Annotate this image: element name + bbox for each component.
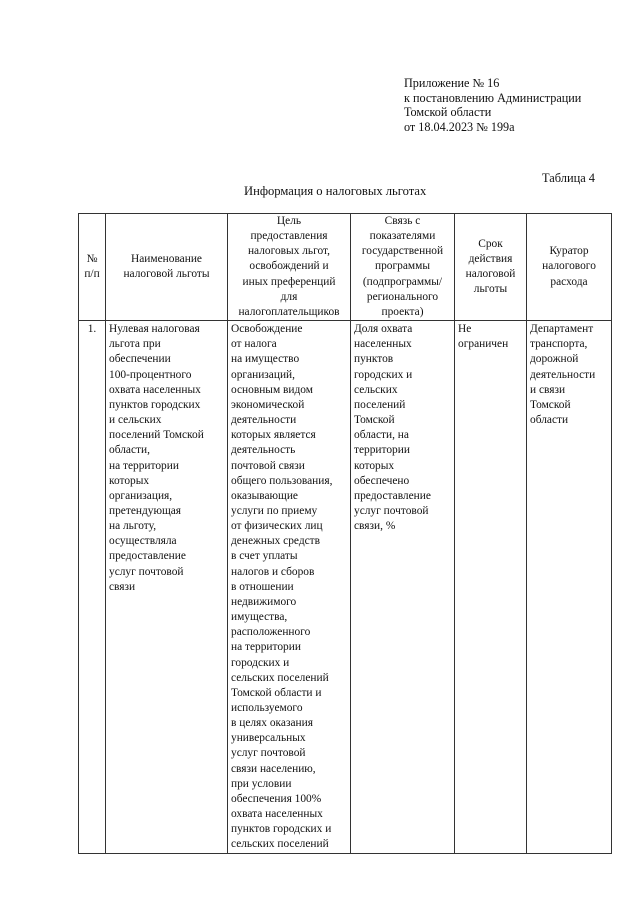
cell-link-line: которых <box>354 459 395 472</box>
cell-link-line: области, на <box>354 429 409 442</box>
cell-goal-line: организаций, <box>231 368 295 381</box>
cell-name-line: и сельских <box>109 414 162 427</box>
cell-name-line: услуг почтовой <box>109 565 184 578</box>
table-header-row <box>79 214 612 321</box>
cell-goal-line: которых является <box>231 429 316 442</box>
table-label: Таблица 4 <box>542 171 595 185</box>
cell-goal-line: услуг почтовой <box>231 747 306 760</box>
column-header-line: № <box>86 252 98 265</box>
cell-link-line: территории <box>354 444 410 457</box>
cell-name-line: связи <box>109 580 136 593</box>
cell-curator-line: Томской <box>530 398 571 411</box>
cell-goal-line: расположенного <box>231 626 311 639</box>
cell-goal-line: на территории <box>231 641 301 654</box>
column-header-line: Наименование <box>131 252 202 265</box>
cell-goal-line: услуги по приему <box>231 504 318 517</box>
column-header-line: программы <box>375 260 430 273</box>
cell-goal-line: общего пользования, <box>231 474 333 487</box>
cell-goal-line: деятельность <box>231 444 296 457</box>
column-header-line: налогоплательщиков <box>238 305 340 318</box>
table-row <box>79 321 612 853</box>
cell-curator-line: Департамент <box>530 323 594 336</box>
cell-goal-line: на имущество <box>231 353 300 366</box>
column-header-line: освобождений и <box>249 260 329 273</box>
cell-goal-line: сельских поселений <box>231 838 329 851</box>
column-header-line: налоговой льготы <box>123 268 210 281</box>
cell-link-line: поселений <box>354 398 406 411</box>
column-header-link <box>351 214 455 321</box>
cell-goal-line: пунктов городских и <box>231 823 332 836</box>
cell-term <box>455 321 527 853</box>
cell-goal-line: от налога <box>231 338 277 351</box>
cell-goal-line: обеспечения 100% <box>231 792 322 805</box>
cell-link-line: предоставление <box>354 489 431 502</box>
cell-goal-line: экономической <box>231 398 305 411</box>
column-header-goal <box>228 214 351 321</box>
appendix-header <box>404 76 581 134</box>
cell-goal-line: Освобождение <box>231 323 303 336</box>
appendix-line: от 18.04.2023 № 199а <box>404 119 515 134</box>
cell-name <box>106 321 228 853</box>
column-header-line: налоговой <box>465 268 516 281</box>
cell-goal-line: недвижимого <box>231 595 297 608</box>
cell-curator-line: области <box>530 414 569 427</box>
cell-term-line: Не <box>458 323 472 336</box>
cell-goal-line: денежных средств <box>231 535 321 548</box>
cell-goal-line: почтовой связи <box>231 459 305 472</box>
cell-name-line: претендующая <box>109 504 182 517</box>
column-header-line: п/п <box>84 268 100 281</box>
cell-goal-line: универсальных <box>231 732 306 745</box>
column-header-line: для <box>280 290 298 303</box>
cell-name-line: на территории <box>109 459 179 472</box>
cell-name-line: Нулевая налоговая <box>109 323 200 336</box>
cell-goal-line: в счет уплаты <box>231 550 298 563</box>
cell-curator-line: деятельности <box>530 368 596 381</box>
cell-goal-line: связи населению, <box>231 762 316 775</box>
column-header-line: Цель <box>276 215 302 227</box>
cell-name-line: предоставление <box>109 550 186 563</box>
cell-goal <box>228 321 351 853</box>
cell-link-line: сельских <box>354 383 398 396</box>
cell-term-line: ограничен <box>458 338 509 351</box>
column-header-name <box>106 214 228 321</box>
column-header-line: расхода <box>550 275 588 288</box>
column-header-term <box>455 214 527 321</box>
cell-link-line: Доля охвата <box>354 323 413 336</box>
cell-name-line: на льготу, <box>109 520 157 533</box>
cell-name-line: охвата населенных <box>109 383 201 396</box>
page-title: Информация о налоговых льготах <box>244 184 427 198</box>
cell-name-line: поселений Томской <box>109 429 204 442</box>
cell-name-line: пунктов городских <box>109 398 201 411</box>
cell-link-line: услуг почтовой <box>354 504 429 517</box>
column-header-line: показателями <box>369 230 436 243</box>
cell-name-line: организация, <box>109 489 173 502</box>
cell-link <box>351 321 455 853</box>
cell-goal-line: от физических лиц <box>231 520 323 533</box>
cell-goal-line: сельских поселений <box>231 671 329 684</box>
cell-goal-line: Томской области и <box>231 686 322 699</box>
cell-link-line: пунктов <box>354 353 394 366</box>
cell-name-line: области, <box>109 444 150 457</box>
cell-link-line: связи, % <box>354 520 396 533</box>
column-header-line: регионального <box>366 290 439 303</box>
cell-goal-line: оказывающие <box>231 489 298 502</box>
column-header-line: льготы <box>473 283 508 296</box>
cell-link-line: обеспечено <box>354 474 410 487</box>
column-header-line: иных преференций <box>242 275 336 288</box>
appendix-line: Томской области <box>404 105 492 120</box>
column-header-line: (подпрограммы/ <box>362 275 443 288</box>
cell-curator-line: транспорта, <box>530 338 588 351</box>
column-header-line: налогового <box>542 260 596 273</box>
cell-name-line: льгота при <box>109 338 161 351</box>
column-header-line: предоставления <box>250 230 328 243</box>
appendix-line: Приложение № 16 <box>404 76 500 90</box>
cell-goal-line: используемого <box>231 702 303 714</box>
cell-name-line: осуществляла <box>109 535 177 548</box>
cell-goal-line: деятельности <box>231 414 297 427</box>
cell-goal-line: охвата населенных <box>231 808 323 821</box>
cell-link-line: Томской <box>354 414 395 427</box>
cell-curator-line: дорожной <box>530 353 579 366</box>
column-header-line: государственной <box>361 245 444 258</box>
cell-goal-line: в отношении <box>231 580 294 593</box>
cell-goal-line: при условии <box>231 777 292 790</box>
cell-goal-line: имущества, <box>231 611 288 624</box>
column-header-line: Связь с <box>384 215 421 227</box>
cell-number: 1. <box>79 321 106 853</box>
cell-goal-line: в целях оказания <box>231 717 313 730</box>
cell-goal-line: основным видом <box>231 383 313 396</box>
column-header-number <box>79 214 106 321</box>
column-header-curator <box>527 214 612 321</box>
tax-benefits-table <box>78 213 612 854</box>
cell-curator <box>527 321 612 853</box>
column-header-line: проекта) <box>381 305 424 318</box>
cell-goal-line: городских и <box>231 656 290 669</box>
cell-link-line: городских и <box>354 368 413 381</box>
cell-name-line: 100-процентного <box>109 368 192 381</box>
column-header-line: действия <box>468 252 513 265</box>
column-header-line: налоговых льгот, <box>247 245 331 258</box>
cell-curator-line: и связи <box>530 383 566 396</box>
appendix-line: к постановлению Администрации <box>404 90 582 105</box>
column-header-line: Куратор <box>549 245 589 258</box>
cell-name-line: обеспечении <box>109 353 171 366</box>
cell-name-line: которых <box>109 474 150 487</box>
column-header-line: Срок <box>478 237 503 250</box>
cell-link-line: населенных <box>354 338 412 351</box>
cell-goal-line: налогов и сборов <box>231 565 315 578</box>
